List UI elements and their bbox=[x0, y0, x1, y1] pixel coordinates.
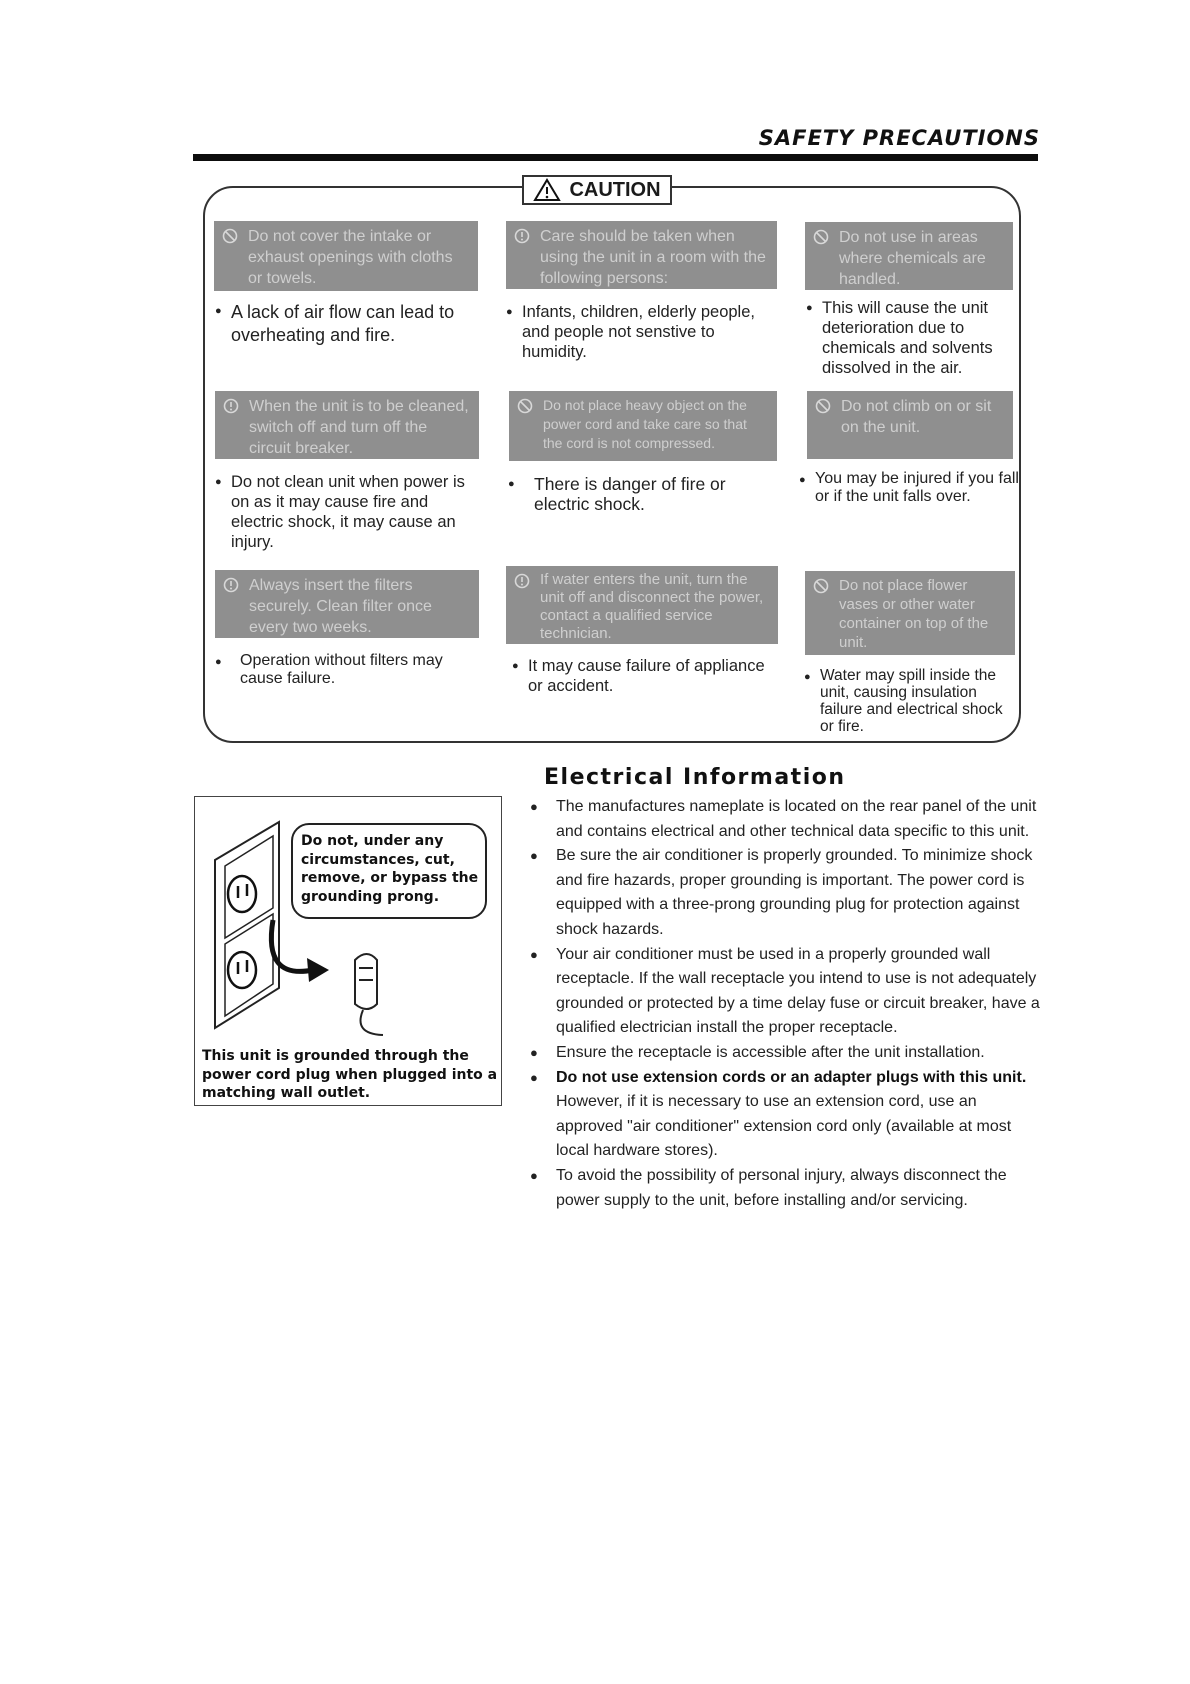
electrical-item: ● Do not use extension cords or an adapter plugs with this unit. However, if it is necessary to use an extension cord, use an approved "air conditioner" extension cord only (available at most local hardware stores). bbox=[530, 1066, 1040, 1164]
electrical-item: ● The manufactures nameplate is located on the rear panel of the unit and contains electrical and other technical data specific to this unit. bbox=[530, 795, 1040, 844]
caution-note: ● You may be injured if you fall or if the unit falls over. bbox=[799, 470, 1021, 506]
caution-note: ● Operation without filters may cause failure. bbox=[215, 652, 475, 688]
warning-triangle-icon bbox=[533, 178, 561, 202]
figure-caption: This unit is grounded through the power cord plug when plugged into a matching wall outlet. bbox=[202, 1048, 498, 1101]
caution-note: ● Water may spill inside the unit, causing insulation failure and electrical shock or fire. bbox=[804, 667, 1019, 735]
caution-circle-icon bbox=[514, 573, 530, 589]
caution-warning-text: Care should be taken when using the unit in a room with the following persons: bbox=[540, 228, 766, 287]
caution-warning-text: Do not place flower vases or other water container on top of the unit. bbox=[839, 577, 989, 651]
electrical-item: ● Be sure the air conditioner is properly grounded. To minimize shock and fire hazards, proper grounding is important. The power cord is equipped with a three-prong grounding plug for protection against shock hazards. bbox=[530, 844, 1040, 942]
title-rule bbox=[193, 154, 1038, 161]
prohibition-icon bbox=[815, 398, 831, 414]
caution-warning bbox=[805, 571, 1015, 655]
electrical-item: ● Your air conditioner must be used in a properly grounded wall receptacle. If the wall receptacle you intend to use is not adequately grounded or protected by a time delay fuse or circuit breaker, have a qualified electrician install the proper receptacle. bbox=[530, 943, 1040, 1041]
electrical-list bbox=[530, 795, 1040, 1213]
caution-warning-text: Do not use in areas where chemicals are handled. bbox=[839, 229, 986, 288]
caution-note: ● It may cause failure of appliance or accident. bbox=[512, 656, 777, 696]
caution-warning bbox=[214, 221, 478, 291]
caution-warning bbox=[215, 570, 479, 638]
caution-note: ● There is danger of fire or electric shock. bbox=[508, 474, 778, 514]
caution-warning bbox=[215, 391, 479, 459]
prohibition-icon bbox=[222, 228, 238, 244]
electrical-item: ● Ensure the receptacle is accessible after the unit installation. bbox=[530, 1041, 1040, 1066]
caution-warning bbox=[805, 222, 1013, 290]
caution-label: CAUTION bbox=[569, 178, 661, 201]
page-title: SAFETY PRECAUTIONS bbox=[758, 126, 1040, 150]
caution-warning-text: Always insert the filters securely. Clean filter once every two weeks. bbox=[249, 577, 432, 636]
electrical-title: Electrical Information bbox=[544, 765, 846, 790]
caution-warning bbox=[509, 391, 777, 461]
caution-warning bbox=[506, 566, 778, 644]
electrical-item: ● To avoid the possibility of personal injury, always disconnect the power supply to the unit, before installing and/or servicing. bbox=[530, 1164, 1040, 1213]
grounding-callout: Do not, under any circumstances, cut, remove, or bypass the grounding prong. bbox=[291, 823, 487, 919]
caution-circle-icon bbox=[223, 577, 239, 593]
caution-warning-text: Do not cover the intake or exhaust openings with cloths or towels. bbox=[248, 228, 453, 287]
prohibition-icon bbox=[813, 229, 829, 245]
caution-warning-text: If water enters the unit, turn the unit off and disconnect the power, contact a qualified service technician. bbox=[540, 571, 764, 642]
caution-badge bbox=[522, 175, 672, 205]
caution-warning bbox=[506, 221, 777, 289]
caution-warning-text: Do not place heavy object on the power cord and take care so that the cord is not compressed. bbox=[543, 397, 747, 451]
caution-warning bbox=[807, 391, 1013, 459]
caution-circle-icon bbox=[514, 228, 530, 244]
caution-warning-text: Do not climb on or sit on the unit. bbox=[841, 398, 992, 436]
caution-note: ● Infants, children, elderly people, and people not senstive to humidity. bbox=[506, 302, 781, 362]
prohibition-icon bbox=[517, 398, 533, 414]
caution-note: ● Do not clean unit when power is on as it may cause fire and electric shock, it may cause an injury. bbox=[215, 472, 475, 552]
caution-warning-text: When the unit is to be cleaned, switch off and turn off the circuit breaker. bbox=[249, 398, 469, 457]
prohibition-icon bbox=[813, 578, 829, 594]
caution-circle-icon bbox=[223, 398, 239, 414]
caution-note: ● A lack of air flow can lead to overheating and fire. bbox=[215, 301, 475, 347]
caution-note: ● This will cause the unit deterioration due to chemicals and solvents dissolved in the air. bbox=[806, 298, 1016, 378]
